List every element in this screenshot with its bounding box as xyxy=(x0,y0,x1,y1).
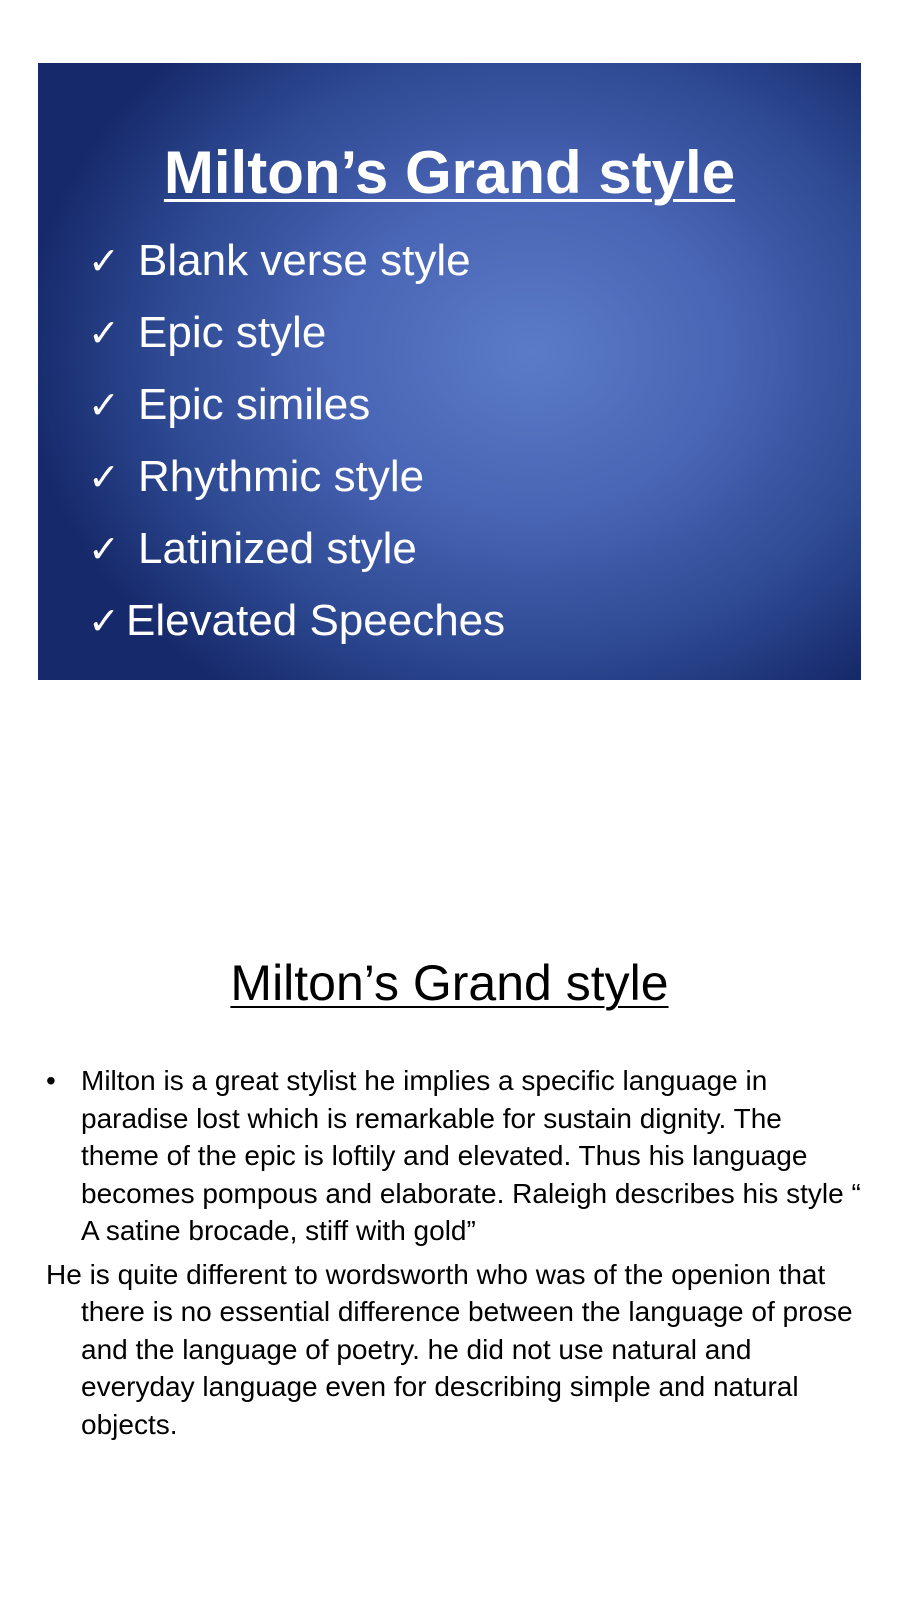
slide-1 xyxy=(38,63,861,680)
checklist-item-label: Blank verse style xyxy=(138,236,471,285)
checkmark-icon: ✓ xyxy=(88,311,120,355)
paragraph-text: Milton is a great stylist he implies a specific language in paradise lost which is remarkable for sustain dignity. The theme of the epic is loftily and elevated. Thus his language becomes pompous and elaborate. Raleigh describes his style “ A satine brocade, stiff with gold” xyxy=(81,1065,861,1246)
checklist-item xyxy=(88,513,505,585)
bulleted-paragraph xyxy=(46,1062,866,1250)
slide-1-title-text: Milton’s Grand style xyxy=(163,139,736,206)
slide-2-body xyxy=(46,1062,866,1449)
checklist-item xyxy=(88,369,505,441)
paragraph xyxy=(46,1256,866,1444)
checklist-item-label: Latinized style xyxy=(138,524,417,573)
slide-1-title xyxy=(38,137,861,209)
slide-2-title xyxy=(0,952,899,1014)
checkmark-icon: ✓ xyxy=(88,527,120,571)
checklist-item-label: Rhythmic style xyxy=(138,452,425,501)
checklist-item xyxy=(88,225,505,297)
checklist xyxy=(88,225,505,657)
checklist-item-label: Epic style xyxy=(138,308,327,357)
checkmark-icon: ✓ xyxy=(88,599,120,643)
paragraph-text: He is quite different to wordsworth who was of the openion that there is no essential difference between the language of prose and the language of poetry. he did not use natural and everyday language even for describing simple and natural objects. xyxy=(46,1258,853,1440)
checkmark-icon: ✓ xyxy=(88,383,120,427)
checklist-item xyxy=(88,297,505,369)
slide-2-title-text: Milton’s Grand style xyxy=(230,955,669,1011)
checkmark-icon: ✓ xyxy=(88,239,120,283)
checklist-item-label: Elevated Speeches xyxy=(126,596,506,645)
checklist-item xyxy=(88,585,505,657)
bullet-icon: • xyxy=(46,1065,56,1096)
checkmark-icon: ✓ xyxy=(88,455,120,499)
checklist-item-label: Epic similes xyxy=(138,380,371,429)
checklist-item xyxy=(88,441,505,513)
